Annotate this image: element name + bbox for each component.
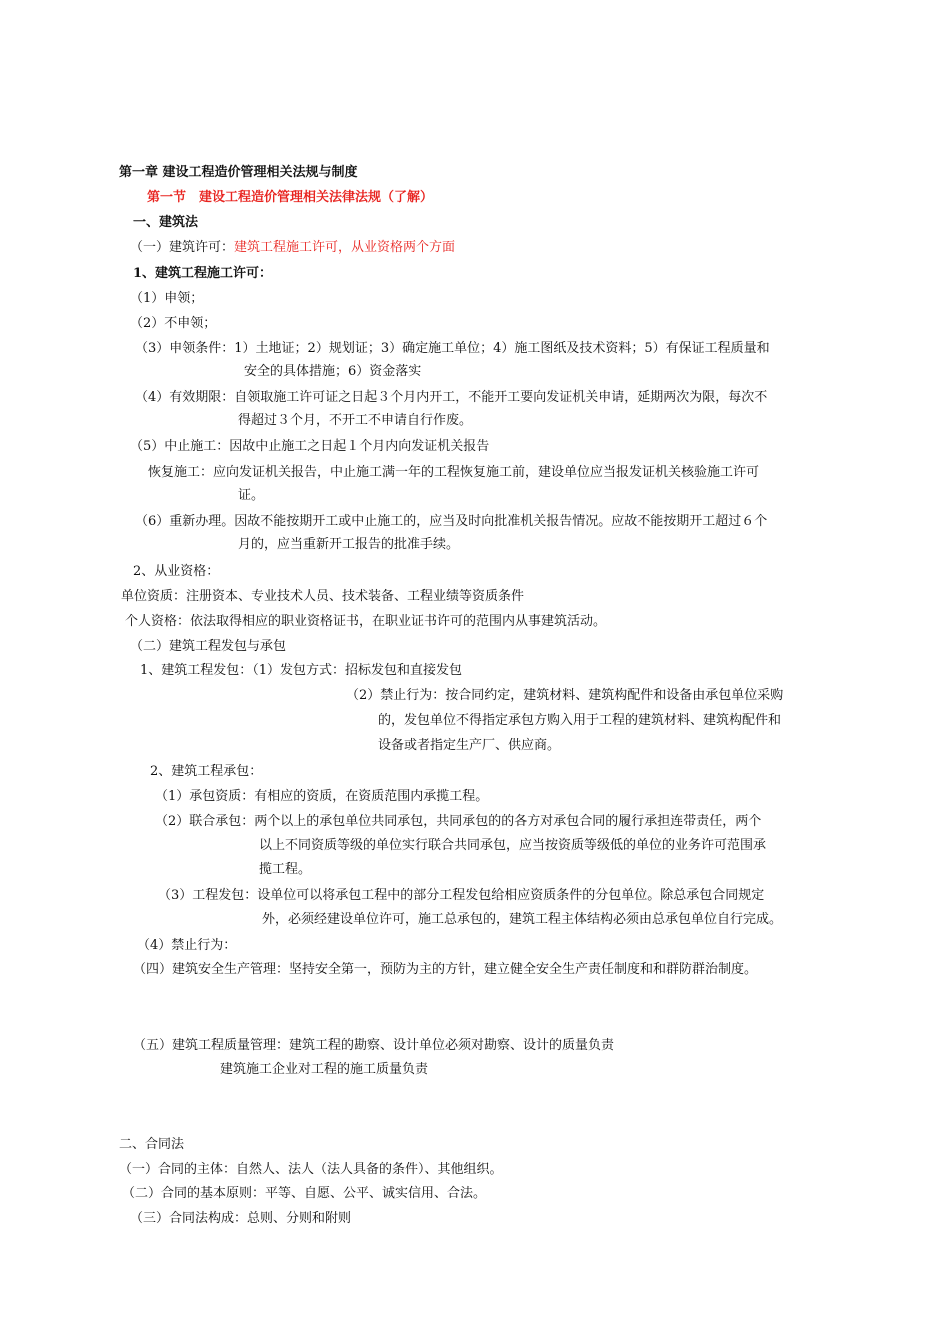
list-item: 1、建筑工程发包：（1）发包方式：招标发包和直接发包 bbox=[140, 663, 463, 678]
list-item: （2）联合承包：两个以上的承包单位共同承包，共同承包的的各方对承包合同的履行承担连带责任，两个 bbox=[155, 814, 762, 829]
list-item-continuation: 得超过３个月，不开工不申请自行作废。 bbox=[238, 413, 473, 428]
list-item-continuation: 设备或者指定生产厂、供应商。 bbox=[378, 738, 561, 753]
permit-paragraph bbox=[130, 238, 455, 258]
list-item-continuation: 证。 bbox=[238, 488, 265, 503]
list-item: （一）合同的主体：自然人、法人（法人具备的条件）、其他组织。 bbox=[119, 1162, 503, 1177]
list-item: （二）合同的基本原则：平等、自愿、公平、诚实信用、合法。 bbox=[122, 1186, 487, 1201]
quality-management-continuation: 建筑施工企业对工程的施工质量负责 bbox=[220, 1062, 429, 1077]
list-item-continuation: 外，必须经建设单位许可，施工总承包的，建筑工程主体结构必须由总承包单位自行完成。 bbox=[262, 912, 783, 927]
list-item-continuation: 揽工程。 bbox=[259, 862, 312, 877]
safety-management: （四）建筑安全生产管理：坚持安全第一，预防为主的方针，建立健全安全生产责任制度和和群防群治制度。 bbox=[133, 962, 758, 977]
list-item: （2）禁止行为：按合同约定，建筑材料、建筑构配件和设备由承包单位采购 bbox=[346, 688, 784, 703]
list-item: （1）承包资质：有相应的资质，在资质范围内承揽工程。 bbox=[155, 789, 489, 804]
heading-qualification: 2、从业资格： bbox=[133, 564, 220, 579]
personal-qualification: 个人资格：依法取得相应的职业资格证书，在职业证书许可的范围内从事建筑活动。 bbox=[125, 614, 607, 629]
list-item: （4）有效期限：自领取施工许可证之日起３个月内开工，不能开工要向发证机关申请，延期两次为限，每次不 bbox=[135, 390, 768, 405]
list-item: 恢复施工：应向发证机关报告，中止施工满一年的工程恢复施工前，建设单位应当报发证机关核验施工许可 bbox=[148, 465, 760, 480]
list-item: （5）中止施工：因故中止施工之日起１个月内向发证机关报告 bbox=[130, 439, 490, 454]
heading-contracting: （二）建筑工程发包与承包 bbox=[130, 639, 287, 654]
list-item: （6）重新办理。因故不能按期开工或中止施工的，应当及时向批准机关报告情况。应故不能按期开工超过６个 bbox=[135, 514, 768, 529]
list-item: （2）不申领； bbox=[130, 316, 217, 331]
section-title: 第一节 建设工程造价管理相关法律法规（了解） bbox=[147, 190, 434, 205]
list-item-continuation: 安全的具体措施；6）资金落实 bbox=[244, 364, 422, 379]
heading-contract-law: 二、合同法 bbox=[119, 1137, 185, 1152]
permit-label: （一）建筑许可： bbox=[130, 240, 235, 255]
list-item: （三）合同法构成：总则、分则和附则 bbox=[130, 1211, 352, 1226]
heading-building-law: 一、建筑法 bbox=[133, 215, 199, 230]
list-item-continuation: 以上不同资质等级的单位实行联合共同承包，应当按资质等级低的单位的业务许可范围承 bbox=[259, 838, 767, 853]
heading-undertaking: 2、建筑工程承包： bbox=[150, 764, 263, 779]
list-item-continuation: 的，发包单位不得指定承包方购入用于工程的建筑材料、建筑构配件和 bbox=[378, 713, 782, 728]
chapter-title: 第一章 建设工程造价管理相关法规与制度 bbox=[119, 165, 358, 180]
unit-qualification: 单位资质：注册资本、专业技术人员、技术装备、工程业绩等资质条件 bbox=[121, 589, 525, 604]
list-item-continuation: 月的，应当重新开工报告的批准手续。 bbox=[238, 537, 460, 552]
quality-management: （五）建筑工程质量管理：建筑工程的勘察、设计单位必须对勘察、设计的质量负责 bbox=[133, 1038, 615, 1053]
list-item: （3）工程发包：设单位可以将承包工程中的部分工程发包给相应资质条件的分包单位。除总承包合同规定 bbox=[158, 888, 765, 903]
list-item: （4）禁止行为： bbox=[137, 938, 237, 953]
heading-construction-permit: 1、建筑工程施工许可： bbox=[133, 266, 273, 281]
permit-highlight: 建筑工程施工许可，从业资格两个方面 bbox=[234, 240, 456, 255]
list-item: （1）申领； bbox=[130, 291, 204, 306]
list-item: （3）申领条件：1）土地证；2）规划证；3）确定施工单位；4）施工图纸及技术资料；5）有保证工程质量和 bbox=[135, 341, 770, 356]
